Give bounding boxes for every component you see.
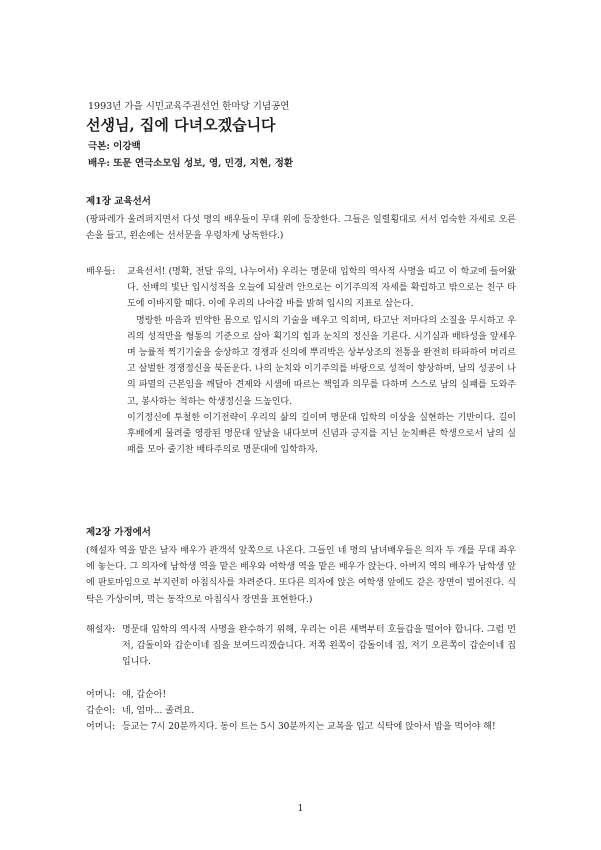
credits	[88, 138, 293, 172]
scene2-heading: 제2장 가정에서	[86, 527, 151, 538]
speaker-label: 어머니:	[86, 690, 116, 700]
dialogue-line	[86, 703, 516, 719]
playwright-credit: 극본: 이강백	[88, 141, 141, 152]
dialogue-text: 명문대 입학의 역사적 사명을 완수하기 위해, 우리는 이른 새벽부터 호들갑을 떨어야 합니다. 그럼 먼저, 갑돌이와 갑순이네 집을 보여드리겠습니다. 저쪽 왼쪽이 갑돌이네 집, 저기 오른쪽이 갑순이네 집입니다.	[122, 625, 516, 668]
speaker-label: 배우들:	[86, 267, 116, 277]
dialogue-text: 이기정신에 투철한 이기전략이 우리의 삶의 길이며 명문대 입학의 이상을 실현하는 기반이다. 길이 후배에게 물려줄 영광된 명문대 앞날을 내다보며 신념과 긍지를 지닌 눈치빠른 학생으로서 남의 실패를 모아 줄기찬 배타주의로 명문대에 입학하자.	[127, 412, 516, 456]
dialogue-text: 등교는 7시 20분까지다. 동이 트는 5시 30분까지는 교복을 입고 식탁에 앉아서 밥을 먹어야 해!	[122, 722, 496, 732]
scene1-heading: 제1장 교육선서	[86, 196, 151, 207]
dialogue-text: 얘, 갑순아!	[122, 690, 167, 700]
scene2-stage-direction: (해설자 역을 맡은 남자 배우가 관객석 앞쪽으로 나온다. 그들인 네 명의 남녀배우들은 의자 두 개를 무대 좌우에 놓는다. 그 의자에 남학생 역을 맡은 배우와 여학생 역을 맡은 배우가 앉는다. 아버지 역의 배우가 남학생 앞에 판토마임으로 부지런히 아침식사를 차려준다. 또다른 의자에 앉은 여학생 앞에도 같은 장면이 벌어진다. 식탁은 가상이며, 먹는 동작으로 아침식사 장면을 표현한다.)	[86, 546, 516, 605]
cast-credit: 배우: 또문 연극소모임 성보, 영, 민경, 지현, 정환	[88, 158, 294, 169]
page-number: 1	[297, 804, 304, 814]
event-subtitle: 1993년 가을 시민교육주권선언 한마당 기념공연	[88, 101, 290, 112]
scene1-stage-direction: (팡파레가 울려퍼지면서 다섯 명의 배우들이 무대 위에 등장한다. 그들은 일렬횡대로 서서 엄숙한 자세로 오른손을 들고, 왼손에는 선서문을 우렁차게 낭독한다.)	[86, 215, 516, 242]
speaker-label: 해설자:	[86, 625, 116, 635]
scene1-chorus-line	[86, 264, 516, 458]
dialogue-text: 교육선서! (명확, 전달 유의, 나누어서) 우리는 명문대 입학의 역사적 사명을 띠고 이 학교에 들어왔다. 선배의 빛난 입시성적을 오늘에 되살려 안으로는 이기주의적 자세를 확립하고 밖으로는 친구 타도에 이바지할 때다. 이에 우리의 나아갈 바를 밝혀 입시의 지표로 삼는다.	[127, 267, 516, 310]
dialogue-text: 명랑한 마음과 빈약한 몸으로 입시의 기술을 배우고 익히며, 타고난 저마다의 소질을 무시하고 우리의 성적만을 형통의 기준으로 삼아 획기의 힘과 눈치의 정신을 기른다. 시기심과 배타성을 앞세우며 능률적 찍기기술을 숭상하고 경쟁과 신의에 뿌리박은 상부상조의 전통을 완전히 타파하여 머리르고 살벌한 경쟁정신을 북돋운다. 나의 눈치와 이기주의를 바탕으로 성적이 향상하며, 남의 성공이 나의 파멸의 근본임을 깨달아 견제와 시샘에 따르는 책임과 의무를 다하며 스스로 남의 실패를 도와주고, 봉사하는 척하는 학생정신을 드높인다.	[127, 315, 516, 407]
narrator-line	[86, 622, 516, 671]
speaker-label: 갑순이:	[86, 706, 116, 716]
dialogue-text: 네, 엄마... 졸려요.	[122, 706, 195, 716]
page-title: 선생님, 집에 다녀오겠습니다	[86, 116, 276, 134]
speaker-label: 어머니:	[86, 722, 116, 732]
dialogue-line	[86, 687, 516, 703]
dialogue-line	[86, 719, 516, 735]
